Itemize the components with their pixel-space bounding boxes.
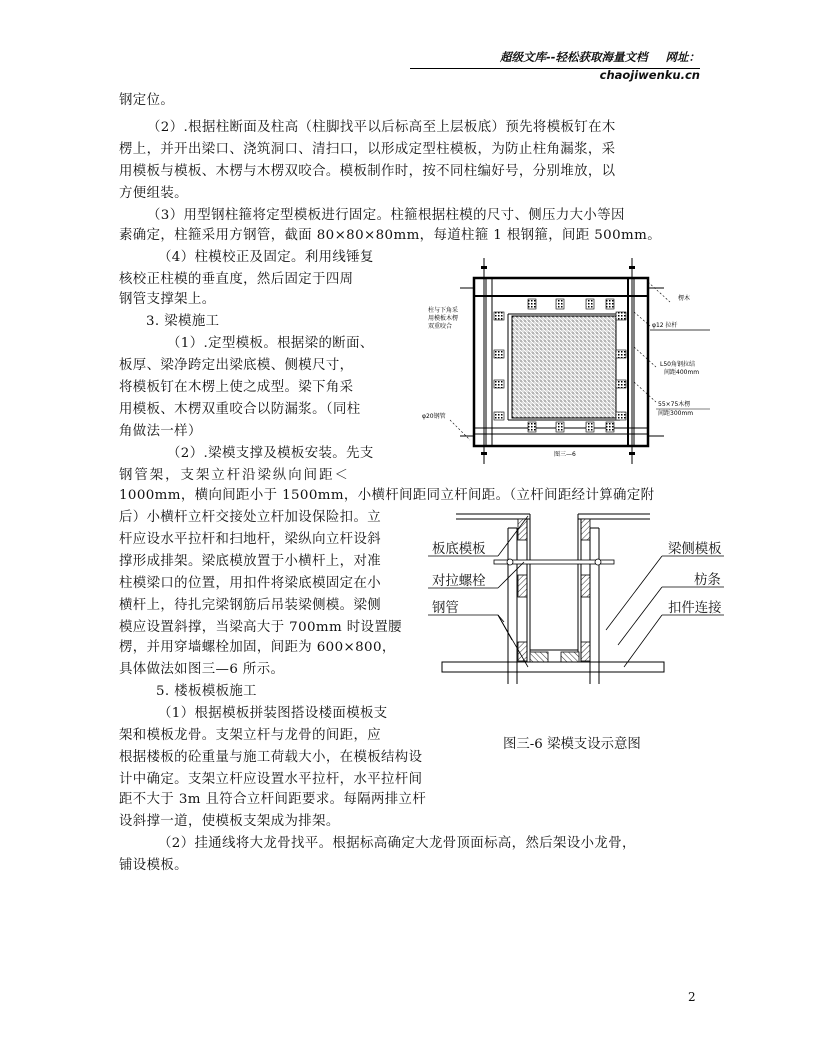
fig1-angle-spacing: 间距400mm	[664, 369, 700, 376]
paragraph-line: （1）根据模板拼装图搭设楼面模板支	[158, 706, 388, 721]
paragraph-line: 横杆上，待扎完梁钢筋后吊装梁侧模。梁侧	[119, 598, 382, 613]
paragraph-line: （4）柱模校正及固定。利用线锤复	[158, 250, 374, 265]
paragraph-line: 根据楼板的砼重量与施工荷载大小，在模板结构设	[119, 750, 423, 765]
paragraph-line: 楞，并用穿墙螺栓加固，间距为 600×800，	[119, 640, 396, 655]
paragraph-line: 柱模梁口的位置，用扣件将梁底模固定在小	[119, 576, 382, 591]
paragraph-line: 将模板钉在木楞上使之成型。梁下角采	[119, 380, 354, 395]
fig1-left-note-1: 柱与下角采	[428, 307, 459, 314]
paragraph-line: （2）.梁模支撑及模板安装。先支	[167, 446, 374, 461]
label-batten: 枋条	[694, 573, 721, 588]
fig1-top-right-label: 楞木	[678, 295, 691, 302]
fig1-caption: 图三—6	[554, 451, 576, 458]
header-url: chaojiwenku.cn	[599, 68, 700, 82]
fig1-pipe-label: φ20钢管	[422, 413, 446, 420]
section-heading: 3. 梁模施工	[146, 314, 220, 329]
label-steel-pipe: 钢管	[432, 601, 459, 616]
paragraph-line: 计中确定。支架立杆应设置水平拉杆，水平拉杆间	[119, 772, 423, 787]
figure-caption: 图三-6 梁模支设示意图	[503, 737, 641, 752]
paragraph-line: 架和模板龙骨。支架立杆与龙骨的间距，应	[119, 728, 382, 743]
paragraph-line: （1）.定型模板。根据梁的断面、	[167, 336, 374, 351]
paragraph-line: 角做法一样）	[119, 424, 202, 439]
fig1-rod-label: φ12 拉杆	[652, 322, 678, 329]
paragraph-line: 模应设置斜撑，当梁高大于 700mm 时设置腰	[119, 620, 402, 635]
label-beam-side-formwork: 梁侧模板	[668, 542, 722, 557]
paragraph-line: 板厚、梁净跨定出梁底模、侧模尺寸，	[119, 358, 354, 373]
beam-formwork-diagram	[428, 512, 724, 684]
label-tie-bolt: 对拉螺栓	[432, 574, 486, 589]
paragraph-line: （2）.根据柱断面及柱高（柱脚找平以后标高至上层板底）预先将模板钉在木	[147, 120, 616, 135]
section-heading: 5. 楼板模板施工	[156, 684, 257, 699]
page-header	[410, 46, 700, 82]
fig1-left-note-2: 用模板木楞	[428, 315, 459, 322]
paragraph-line: 设斜撑一道，使模板支架成为排架。	[119, 814, 340, 829]
paragraph-line: （2）挂通线将大龙骨找平。根据标高确定大龙骨顶面标高，然后架设小龙骨，	[158, 836, 636, 851]
paragraph-line: 方便组装。	[119, 186, 188, 201]
paragraph-line: 用模板与模板、木楞与木楞双咬合。模板制作时，按不同柱编好号，分别堆放，以	[119, 164, 616, 179]
paragraph-line: 具体做法如图三—6 所示。	[119, 662, 285, 677]
paragraph-line: 素确定，柱箍采用方钢管，截面 80×80×80mm，每道柱箍 1 根钢箍，间距 500mm。	[119, 228, 662, 243]
paragraph-line: 楞上，并开出梁口、浇筑洞口、清扫口，以形成定型柱模板，为防止柱角漏浆，采	[119, 142, 616, 157]
paragraph-line: 杆应设水平拉杆和扫地杆，梁纵向立杆设斜	[119, 532, 382, 547]
paragraph-line: 后）小横杆立杆交接处立杆加设保险扣。立	[119, 510, 382, 525]
paragraph-line: （3）用型钢柱箍将定型模板进行固定。柱箍根据柱模的尺寸、侧压力大小等因	[147, 208, 625, 223]
paragraph-line: 1000mm，横向间距小于 1500mm，小横杆间距同立杆间距。（立杆间距经计算确定附	[119, 488, 655, 503]
paragraph-line: 撑形成排架。梁底模放置于小横杆上，对准	[119, 554, 382, 569]
header-url-label: 网址：	[665, 50, 700, 64]
header-site-name: 超级文库--轻松获取海量文档	[499, 50, 648, 64]
fig1-angle-label: L50角钢拉结	[660, 361, 695, 368]
fig1-batten-label: 55×75木楞	[658, 401, 691, 408]
column-formwork-diagram	[420, 252, 710, 464]
page-number: 2	[688, 990, 696, 1004]
fig1-batten-spacing: 间距300mm	[658, 410, 694, 417]
fig1-left-note-3: 双重咬合	[428, 323, 453, 330]
label-slab-formwork: 板底模板	[432, 542, 486, 557]
paragraph-line: 距不大于 3m 且符合立杆间距要求。每隔两排立杆	[119, 792, 427, 807]
paragraph-line: 铺设模板。	[119, 858, 188, 873]
label-fastener: 扣件连接	[668, 601, 722, 616]
paragraph-line: 核校正柱模的垂直度，然后固定于四周	[119, 272, 354, 287]
paragraph-line: 钢管支撑架上。	[119, 292, 216, 307]
paragraph-line: 钢管架，支架立杆沿梁纵向间距＜	[119, 468, 350, 483]
paragraph-line: 钢定位。	[119, 93, 175, 108]
paragraph-line: 用模板、木楞双重咬合以防漏浆。（同柱	[119, 402, 361, 417]
